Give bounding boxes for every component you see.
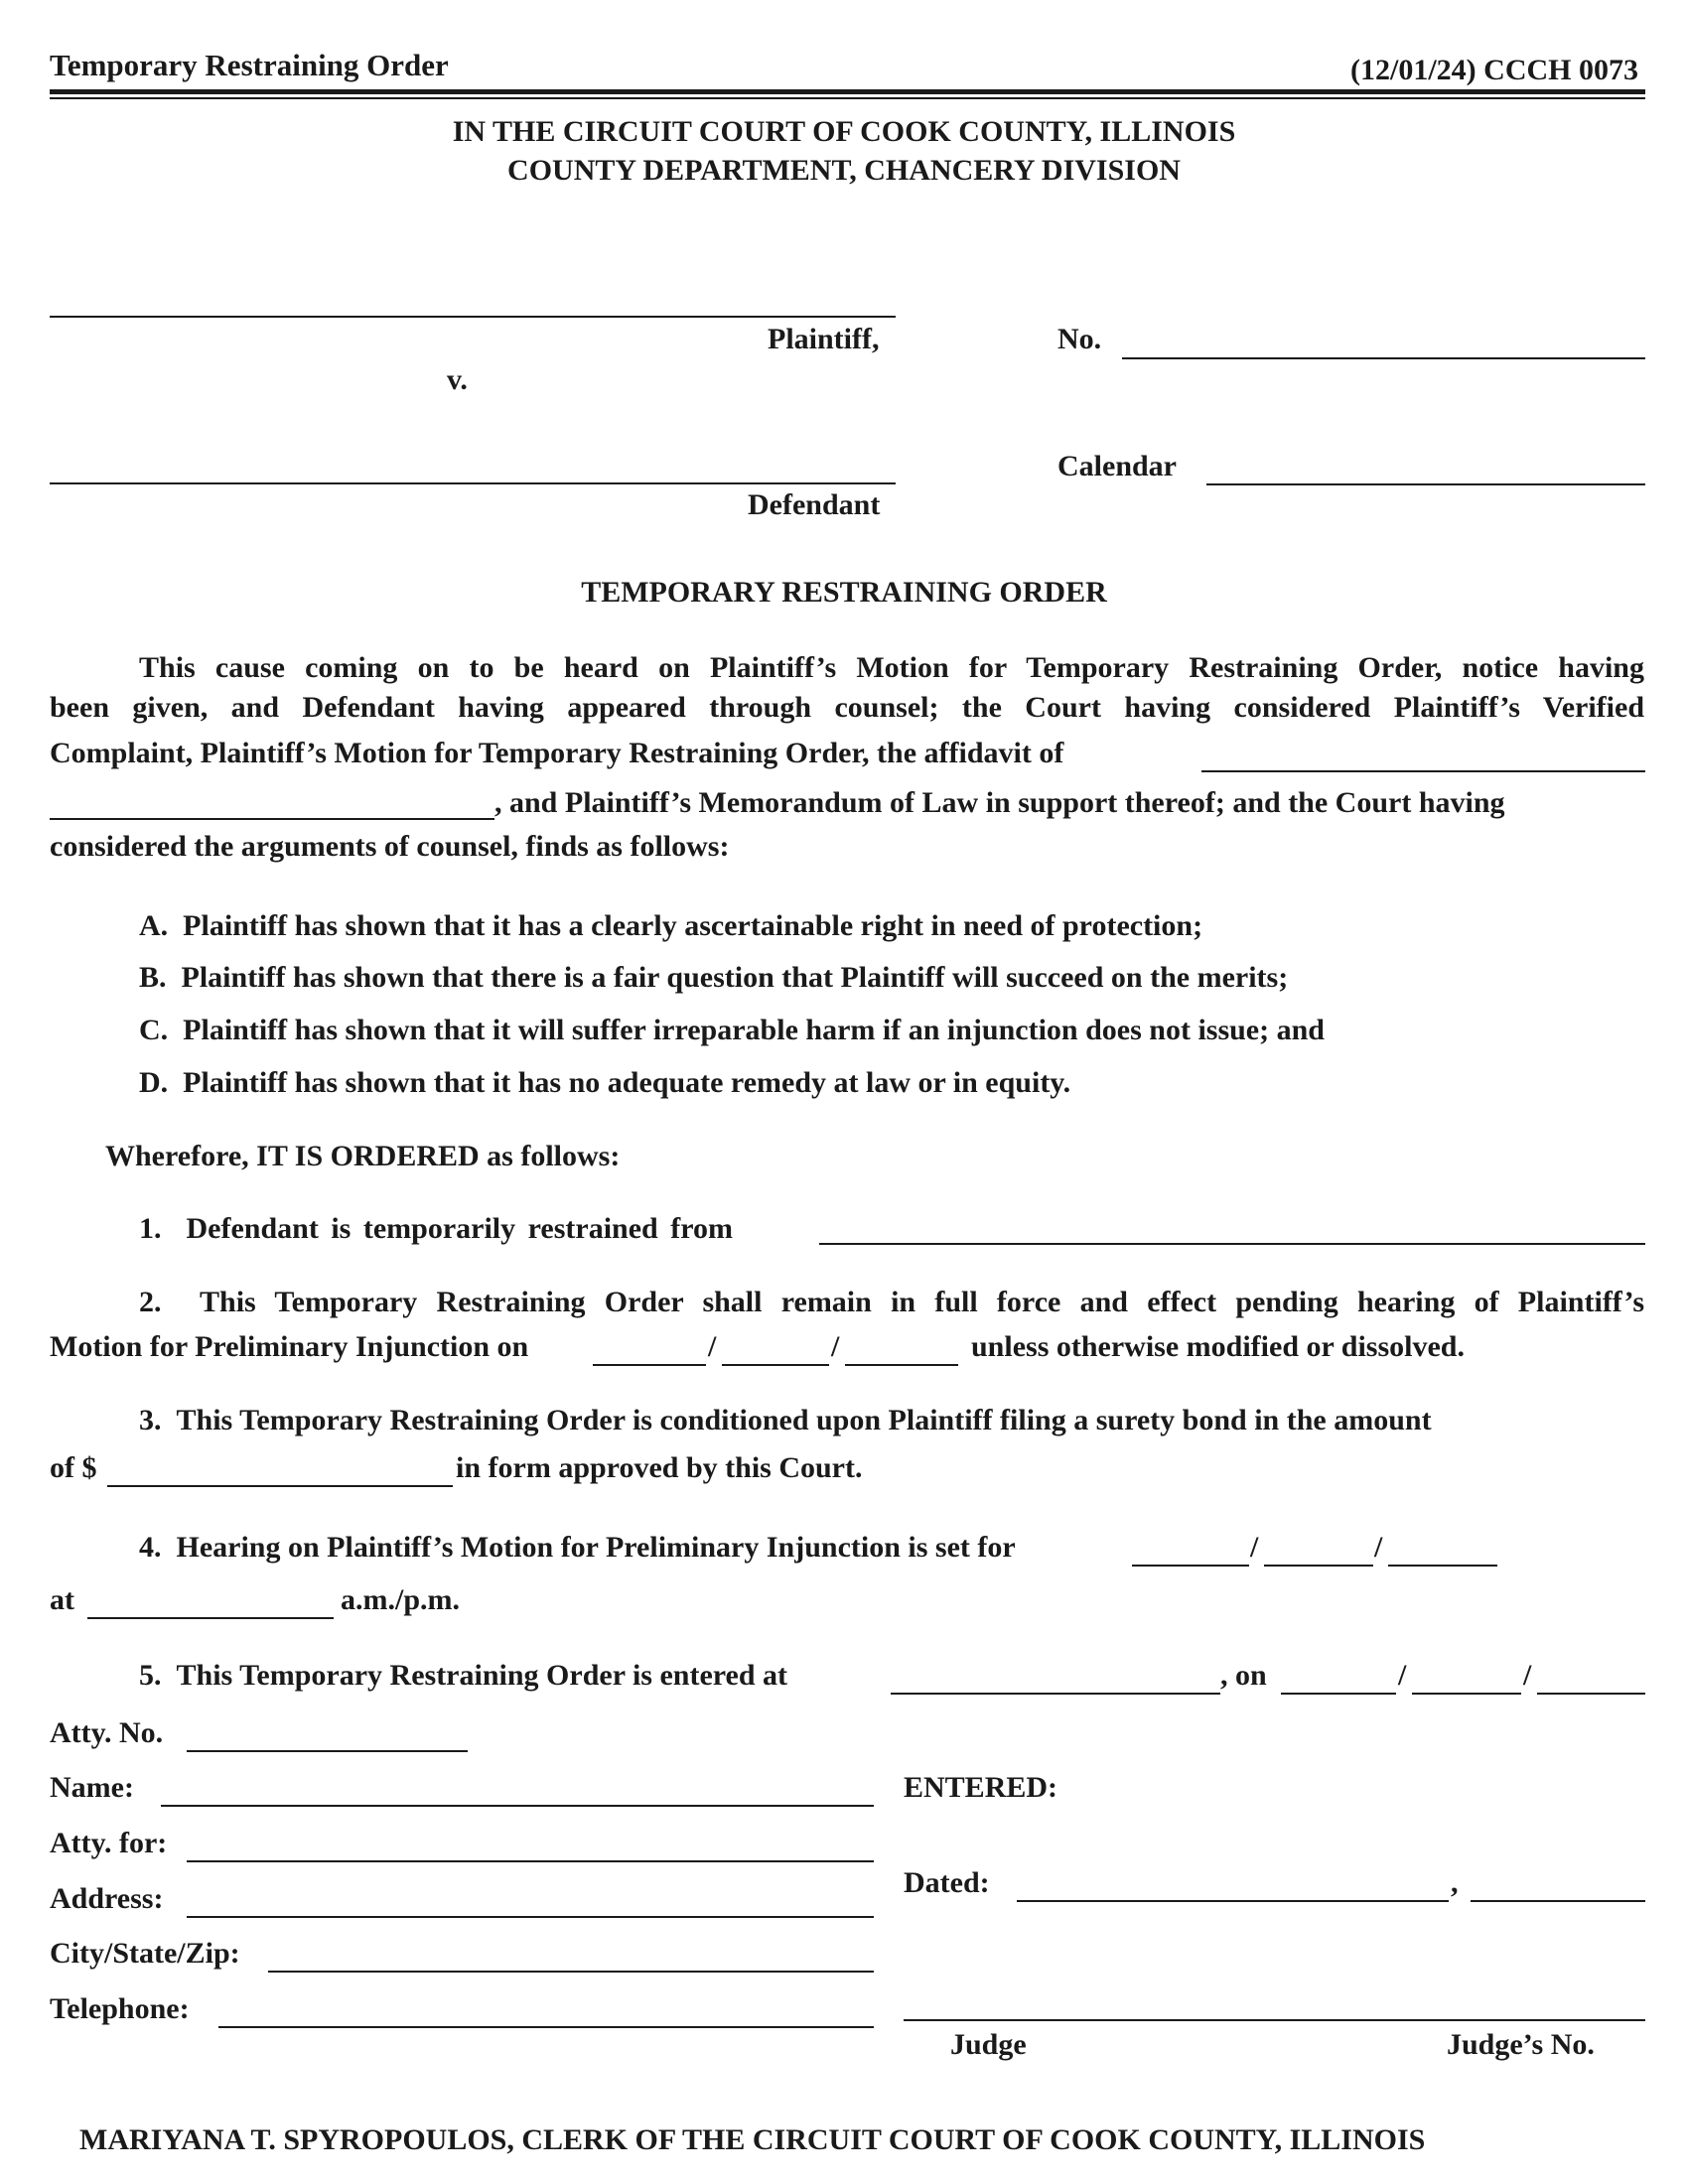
clerk-footer: MARIYANA T. SPYROPOULOS, CLERK OF THE CIRCUIT COURT OF COOK COUNTY, ILLINOIS [79, 2123, 1426, 2156]
form-code: (12/01/24) CCCH 0073 [1350, 54, 1638, 86]
calendar-field[interactable] [1206, 460, 1645, 485]
judge-label: Judge [950, 2028, 1027, 2061]
hearing-day-field[interactable] [1264, 1541, 1373, 1567]
defendant-name-field[interactable] [50, 459, 896, 484]
hearing-month-field[interactable] [1132, 1541, 1249, 1567]
intro-line-1: This cause coming on to be heard on Plaintiff’s Motion for Temporary Restraining Order, notice having [139, 651, 1644, 684]
order-3-tail: in form approved by this Court. [456, 1451, 863, 1484]
finding-b: B. Plaintiff has shown that there is a fair question that Plaintiff will succeed on the merits; [139, 961, 1289, 994]
order-2-line-2: Motion for Preliminary Injunction on [50, 1330, 529, 1363]
hearing-time-field[interactable] [87, 1593, 334, 1619]
court-division: COUNTY DEPARTMENT, CHANCERY DIVISION [507, 154, 1181, 187]
defendant-label: Defendant [748, 488, 881, 521]
atty-for-label: Atty. for: [50, 1827, 168, 1859]
pi-hearing-year-field[interactable] [845, 1340, 958, 1366]
form-title: Temporary Restraining Order [50, 48, 449, 82]
entered-label: ENTERED: [904, 1771, 1058, 1804]
header-rule-thin [50, 97, 1645, 99]
date-separator: / [708, 1330, 717, 1363]
address-field[interactable] [187, 1892, 874, 1918]
header-rule-thick [50, 89, 1645, 94]
order-5-on: , on [1220, 1659, 1267, 1692]
court-name: IN THE CIRCUIT COURT OF COOK COUNTY, ILLINOIS [452, 115, 1236, 148]
judge-signature-field[interactable] [904, 1995, 1645, 2021]
date-separator: / [1398, 1659, 1407, 1692]
wherefore-text: Wherefore, IT IS ORDERED as follows: [105, 1140, 621, 1172]
finding-c: C. Plaintiff has shown that it will suffer irreparable harm if an injunction does not issue; and [139, 1014, 1325, 1046]
telephone-field[interactable] [218, 2002, 874, 2028]
calendar-label: Calendar [1057, 450, 1177, 482]
pi-hearing-month-field[interactable] [593, 1340, 706, 1366]
date-separator: / [1250, 1531, 1259, 1564]
bond-amount-field[interactable] [107, 1461, 453, 1487]
intro-line-3: Complaint, Plaintiff’s Motion for Temporary Restraining Order, the affidavit of [50, 737, 1064, 769]
atty-name-label: Name: [50, 1771, 134, 1804]
city-label: City/State/Zip: [50, 1937, 240, 1970]
date-separator: / [1523, 1659, 1532, 1692]
order-title: TEMPORARY RESTRAINING ORDER [581, 576, 1107, 609]
affiant-name-field-2[interactable] [50, 794, 494, 820]
atty-name-field[interactable] [161, 1781, 874, 1807]
order-4-ampm: a.m./p.m. [341, 1583, 460, 1616]
pi-hearing-day-field[interactable] [722, 1340, 829, 1366]
case-number-label: No. [1057, 323, 1102, 355]
address-label: Address: [50, 1882, 164, 1915]
atty-for-field[interactable] [187, 1837, 874, 1862]
atty-no-label: Atty. No. [50, 1716, 164, 1749]
order-3-line-1: 3. This Temporary Restraining Order is conditioned upon Plaintiff filing a surety bond in the amount [139, 1404, 1432, 1436]
date-separator: / [1374, 1531, 1383, 1564]
plaintiff-name-field[interactable] [50, 292, 896, 318]
finding-d: D. Plaintiff has shown that it has no adequate remedy at law or in equity. [139, 1066, 1071, 1099]
entered-month-field[interactable] [1281, 1669, 1396, 1695]
order-2-tail: unless otherwise modified or dissolved. [971, 1330, 1465, 1363]
intro-line-2: been given, and Defendant having appeared through counsel; the Court having considered Plaintiff’s Verified [50, 691, 1644, 724]
intro-line-5: considered the arguments of counsel, finds as follows: [50, 830, 730, 863]
dated-field[interactable] [1017, 1876, 1449, 1902]
restrained-from-field[interactable] [819, 1219, 1645, 1245]
judge-number-label: Judge’s No. [1447, 2028, 1595, 2061]
versus-label: v. [447, 363, 468, 396]
case-number-field[interactable] [1122, 334, 1645, 359]
dated-label: Dated: [904, 1866, 990, 1899]
order-4-at: at [50, 1583, 74, 1616]
order-2-line-1: 2. This Temporary Restraining Order shall remain in full force and effect pending hearing of Plaintiff’s [139, 1286, 1645, 1318]
bond-prefix: of $ [50, 1451, 97, 1484]
affiant-name-field-1[interactable] [1201, 747, 1645, 772]
order-1: 1. Defendant is temporarily restrained from [139, 1212, 733, 1245]
finding-a: A. Plaintiff has shown that it has a clearly ascertainable right in need of protection; [139, 909, 1203, 942]
entered-year-field[interactable] [1537, 1669, 1645, 1695]
order-5: 5. This Temporary Restraining Order is entered at [139, 1659, 788, 1692]
atty-no-field[interactable] [187, 1726, 468, 1752]
plaintiff-label: Plaintiff, [768, 323, 880, 355]
city-field[interactable] [268, 1947, 874, 1973]
date-separator: / [831, 1330, 840, 1363]
order-4-line-1: 4. Hearing on Plaintiff’s Motion for Preliminary Injunction is set for [139, 1531, 1016, 1564]
intro-line-4: , and Plaintiff’s Memorandum of Law in support thereof; and the Court having [494, 786, 1505, 819]
entered-day-field[interactable] [1412, 1669, 1521, 1695]
telephone-label: Telephone: [50, 1992, 190, 2025]
dated-comma: , [1451, 1866, 1459, 1899]
hearing-year-field[interactable] [1388, 1541, 1497, 1567]
dated-year-field[interactable] [1471, 1876, 1645, 1902]
entered-time-field[interactable] [891, 1669, 1220, 1695]
